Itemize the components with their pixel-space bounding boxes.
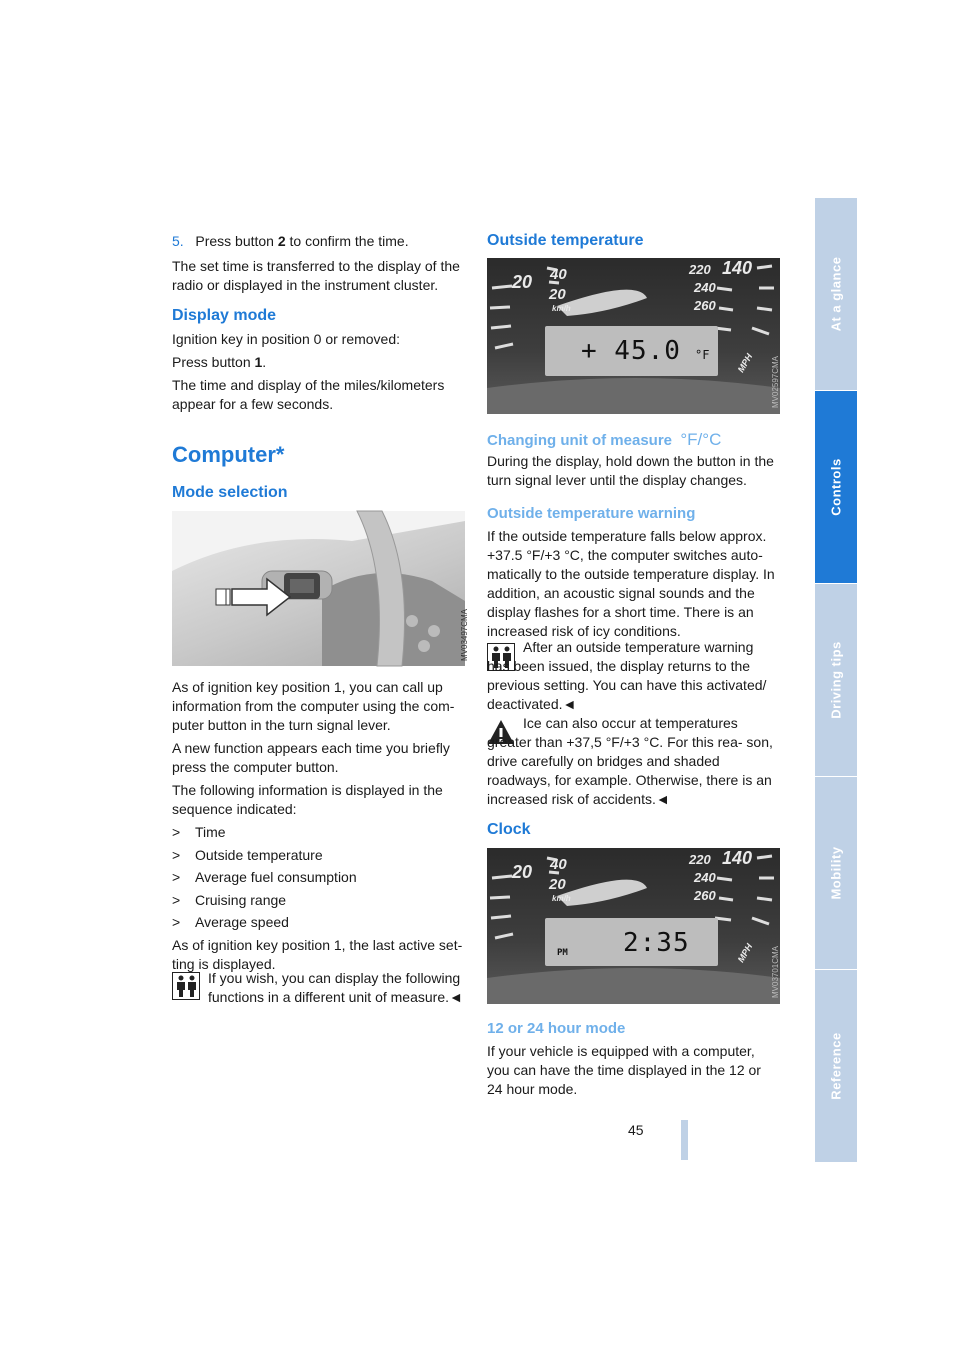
gauge-mph-label: MPH <box>735 941 755 965</box>
gauge-left-label: 20 <box>512 862 533 882</box>
gauge-left-label: 20 <box>549 876 566 893</box>
gauge-left-label: 20 <box>512 272 533 292</box>
lcd-temperature-value: + 45.0 <box>581 336 681 366</box>
gauge-right-label: 240 <box>694 280 716 295</box>
display-mode-p1: Ignition key in position 0 or removed: <box>172 331 401 347</box>
clock-lcd <box>545 918 718 966</box>
gauge-right-label: 140 <box>722 258 753 278</box>
temperature-lcd <box>545 326 718 376</box>
page-number: 45 <box>628 1122 644 1138</box>
sequence-list <box>172 823 464 932</box>
mode-selection-p1: As of ignition key position 1, you can call up information from the computer using the com- puter button in the turn signal lever. <box>172 679 455 733</box>
unit-note: If you wish, you can display the following functions in a different unit of measure.◄ <box>208 970 463 1005</box>
display-mode-p2: Press button 1. <box>172 354 267 370</box>
gauge-unit-label: km/h <box>552 304 571 313</box>
chapter-tabs <box>815 198 857 1163</box>
figure-code: MV02597CMA <box>771 355 780 408</box>
lcd-temperature-unit: °F <box>695 348 710 362</box>
temperature-warning-heading: Outside temperature warning <box>487 505 696 522</box>
hour-mode-heading: 12 or 24 hour mode <box>487 1020 626 1037</box>
display-mode-p3: The time and display of the miles/kilometers appear for a few seconds. <box>172 377 445 412</box>
gauge-mph-label: MPH <box>735 351 755 375</box>
display-mode-body <box>172 330 464 414</box>
tab-reference[interactable]: Reference <box>815 970 857 1162</box>
tab-mobility[interactable]: Mobility <box>815 777 857 969</box>
gauge-right-label: 260 <box>694 298 716 313</box>
warning-note: After an outside temperature warning has been issued, the display returns to the previous setting. You can have this activated/ deactivated.◄ <box>487 639 767 712</box>
gauge-right-label: 260 <box>694 888 716 903</box>
turn-signal-lever-illustration <box>172 511 465 666</box>
outside-temperature-heading: Outside temperature <box>487 232 644 249</box>
list-item: > Outside temperature <box>172 846 323 863</box>
list-item: > Average fuel consumption <box>172 869 357 885</box>
display-mode-heading: Display mode <box>172 307 277 324</box>
tab-driving-tips[interactable]: Driving tips <box>815 584 857 776</box>
changing-unit-p1: During the display, hold down the button in the turn signal lever until the display changes. <box>487 453 774 488</box>
list-item: > Cruising range <box>172 891 287 908</box>
list-item: > Time <box>172 824 226 840</box>
clock-heading: Clock <box>487 821 531 838</box>
left-column <box>172 232 464 295</box>
page-number-bar <box>681 1120 688 1160</box>
changing-unit-heading: Changing unit of measure °F/°C <box>487 430 722 449</box>
computer-heading: Computer* <box>172 442 285 467</box>
mode-selection-p2: A new function appears each time you briefly press the computer button. <box>172 740 450 775</box>
step-5: 5. Press button 2 to confirm the time. <box>172 233 409 249</box>
gauge-left-label: 40 <box>550 856 567 873</box>
gauge-left-label: 20 <box>549 286 566 303</box>
mode-selection-p3: The following information is displayed in the sequence indicated: <box>172 782 443 817</box>
turn-signal-lever-figure <box>172 511 469 666</box>
figure-code: MV03497CMA <box>460 608 469 661</box>
figure-code: MV03701CMA <box>771 945 780 998</box>
units-symbol: °F/°C <box>680 430 722 449</box>
tab-controls[interactable]: Controls <box>815 391 857 583</box>
list-item: > Average speed <box>172 914 289 930</box>
lcd-pm-indicator: PM <box>557 948 568 958</box>
clock-gauge-figure <box>487 848 780 1004</box>
outside-temperature-gauge-figure <box>487 258 780 414</box>
gauge-right-label: 220 <box>689 852 711 867</box>
gauge-unit-label: km/h <box>552 894 571 903</box>
hour-mode-p1: If your vehicle is equipped with a computer, you can have the time displayed in the 12 or 24 hour mode. <box>487 1043 761 1097</box>
gauge-right-label: 240 <box>694 870 716 885</box>
gauge-right-label: 140 <box>722 848 753 868</box>
temperature-warning-p1: If the outside temperature falls below approx. +37.5 °F/+3 °C, the computer switches auto- matically to the outside temperature display. In addition, an acoustic signal sounds and the display flashes for a short time. There is an increased risk of icy conditions. <box>487 528 775 639</box>
gauge-left-label: 40 <box>550 266 567 283</box>
mode-selection-heading: Mode selection <box>172 484 288 501</box>
step-5-description: The set time is transferred to the display of the radio or displayed in the instrument cluster. <box>172 258 460 293</box>
gauge-right-label: 220 <box>689 262 711 277</box>
ice-warning: Ice can also occur at temperatures greater than +37,5 °F/+3 °C. For this rea- son, drive carefully on bridges and shaded roadways, for example. Otherwise, there is an increased risk of accidents.◄ <box>487 715 773 807</box>
mode-selection-p4: As of ignition key position 1, the last active set- ting is displayed. <box>172 936 463 972</box>
tip-person-icon <box>172 972 200 1000</box>
lcd-time-value: 2:35 <box>623 928 690 958</box>
mode-selection-body <box>172 678 464 978</box>
tab-at-a-glance[interactable]: At a glance <box>815 198 857 390</box>
